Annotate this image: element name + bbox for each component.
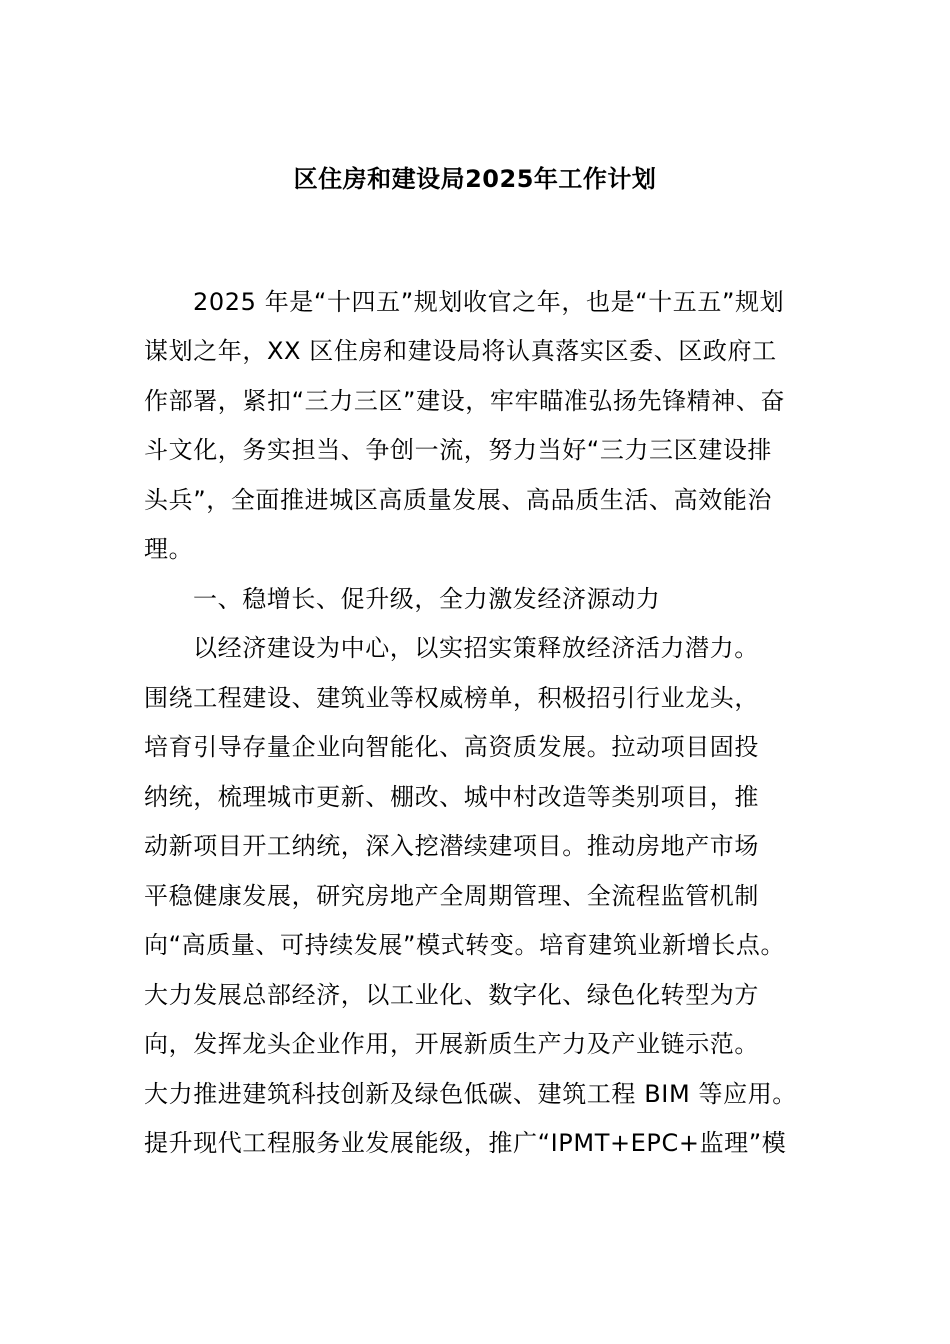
document-title: 区住房和建设局2025年工作计划 [293,165,657,193]
paragraph-2-line-1: 以经济建设为中心，以实招实策释放经济活力潜力。 [193,634,759,662]
paragraph-1-line-2: 谋划之年，XX 区住房和建设局将认真落实区委、区政府工 [144,337,777,365]
paragraph-2-line-6: 平稳健康发展，研究房地产全周期管理、全流程监管机制 [144,882,759,910]
section-heading-1: 一、稳增长、促升级，全力激发经济源动力 [193,585,661,613]
paragraph-2-line-7: 向“高质量、可持续发展”模式转变。培育建筑业新增长点。 [144,931,786,959]
paragraph-2-line-2: 围绕工程建设、建筑业等权威榜单，积极招引行业龙头， [144,684,759,712]
paragraph-1-line-4: 斗文化，务实担当、争创一流，努力当好“三力三区建设排 [144,436,773,464]
paragraph-2-line-10: 大力推进建筑科技创新及绿色低碳、建筑工程 BIM 等应用。 [144,1080,797,1108]
paragraph-2-line-8: 大力发展总部经济，以工业化、数字化、绿色化转型为方 [144,981,759,1009]
paragraph-1-line-3: 作部署，紧扣“三力三区”建设，牢牢瞄准弘扬先锋精神、奋 [144,387,786,415]
paragraph-1-line-6: 理。 [144,535,194,563]
paragraph-2-line-9: 向，发挥龙头企业作用，开展新质生产力及产业链示范。 [144,1030,759,1058]
paragraph-2-line-5: 动新项目开工纳统，深入挖潜续建项目。推动房地产市场 [144,832,759,860]
paragraph-2-line-11: 提升现代工程服务业发展能级，推广“IPMT+EPC+监理”模 [144,1129,787,1157]
paragraph-1-line-5: 头兵”，全面推进城区高质量发展、高品质生活、高效能治 [144,486,773,514]
paragraph-2-line-3: 培育引导存量企业向智能化、高资质发展。拉动项目固投 [144,733,759,761]
paragraph-2-line-4: 纳统，梳理城市更新、棚改、城中村改造等类别项目，推 [144,783,759,811]
paragraph-1-line-1: 2025 年是“十四五”规划收官之年，也是“十五五”规划 [193,288,785,316]
